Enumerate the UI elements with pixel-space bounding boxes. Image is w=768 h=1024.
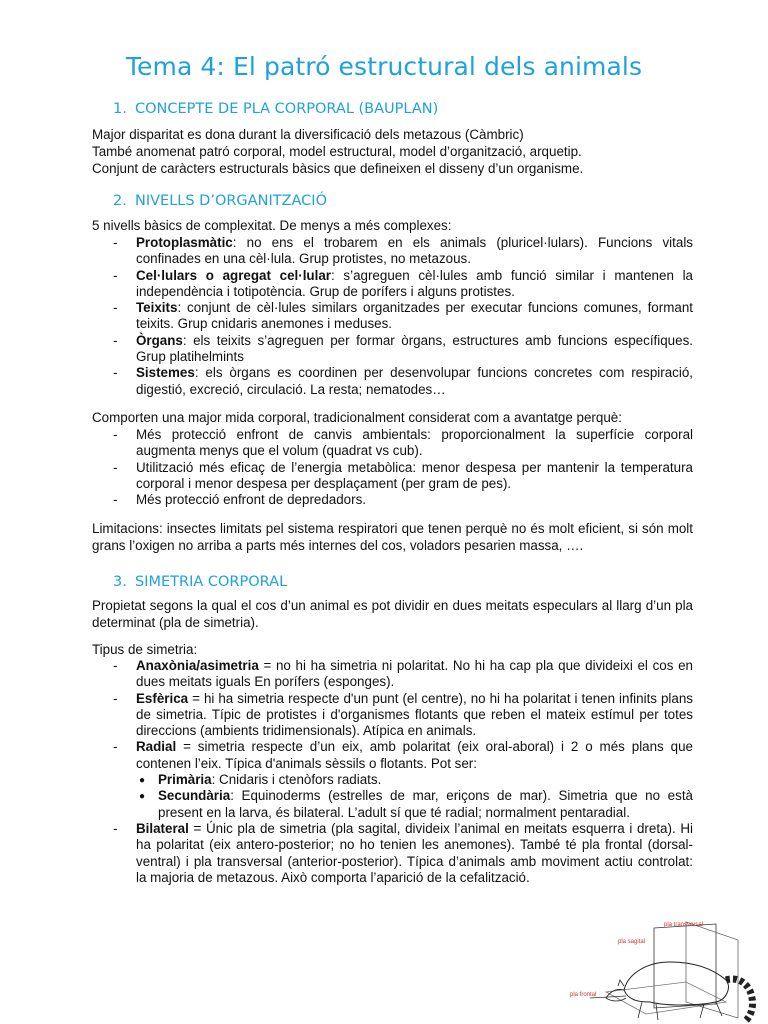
list-item: - Utilització més eficaç de l’energia metabòlica: menor despesa per mantenir la temperatura corporal i menor despesa per desplaçament (per gram de pes). <box>113 460 693 493</box>
level-term: Òrgans <box>136 332 183 348</box>
frontal-plane-shape <box>606 982 726 1014</box>
symmetry-definition: Propietat segons la qual el cos d’un animal es pot dividir en dues meitats especulars al llarg d’un pla determinat (pla de simetria). <box>92 598 693 630</box>
section-1-line-2: També anomenat patró corporal, model estructural, model d’organització, arquetip. <box>92 144 582 159</box>
transversal-plane-shape <box>654 924 716 1008</box>
label-transversal: pla transversal <box>664 922 704 928</box>
radial-subtypes-list <box>136 772 693 821</box>
list-item <box>113 821 693 886</box>
symmetry-term: Anaxònia/asimetria <box>136 658 259 673</box>
list-item <box>113 300 693 333</box>
list-item <box>136 788 693 821</box>
sagittal-plane-shape <box>686 922 738 1018</box>
level-text: : conjunt de cèl·lules similars organitzades per executar funcions comunes, formant teixits. Grup cnidaris anemones i meduses. <box>136 300 693 332</box>
section-2-title: NIVELLS D’ORGANITZACIÓ <box>135 193 327 209</box>
level-text: : no ens el trobarem en els animals (pluricel·lulars). Funcions vitals confinades en una cèl·lula. Grup protistes, no metazous. <box>136 235 693 267</box>
label-frontal: pla frontal <box>570 992 597 998</box>
section-1-number: 1. <box>113 101 127 117</box>
subtype-term: Secundària <box>158 788 231 804</box>
subtype-term: Primària <box>158 772 212 788</box>
symmetry-term: Esfèrica <box>136 690 189 706</box>
list-item: - Més protecció enfront de canvis ambientals: proporcionalment la superfície corporal augmenta menys que el volum (quadrat vs cub). <box>113 427 693 460</box>
symmetry-term: Radial <box>136 739 177 755</box>
list-item <box>113 739 693 820</box>
level-term: Cel·lulars o agregat cel·lular <box>136 267 331 283</box>
level-term: Protoplasmàtic <box>136 235 233 250</box>
limitations-paragraph: Limitacions: insectes limitats pel sistema respiratori que tenen perquè no és molt eficient, si són molt grans l’oxigen no arriba a parts més internes del cos, voladors pesarien massa, …. <box>92 521 693 553</box>
advantages-intro: Comporten una major mida corporal, tradicionalment considerat com a avantatge perquè: <box>92 410 622 425</box>
levels-intro: 5 nivells bàsics de complexitat. De menys a més complexes: <box>92 218 452 233</box>
section-1-line-1: Major disparitat es dona durant la diversificació dels metazous (Càmbric) <box>92 127 524 142</box>
list-item <box>113 658 693 691</box>
list-item <box>113 691 693 740</box>
section-2-heading <box>113 193 327 209</box>
advantages-list <box>113 427 693 508</box>
levels-list <box>113 235 693 398</box>
symmetry-types-intro: Tipus de simetria: <box>92 642 198 657</box>
section-3-number: 3. <box>113 574 127 590</box>
label-sagital: pla sagital <box>618 939 646 945</box>
list-item <box>113 365 693 398</box>
list-item <box>113 333 693 366</box>
section-2-number: 2. <box>113 193 127 209</box>
list-item <box>113 235 693 268</box>
list-item: - Més protecció enfront de depredadors. <box>113 492 693 508</box>
level-text: : els òrgans es coordinen per desenvolupar funcions concretes com respiració, digestió, excreció, circulació. La resta; nematodes… <box>136 365 693 397</box>
symmetry-planes-figure <box>566 918 768 1024</box>
list-item <box>136 772 693 788</box>
section-1-heading <box>113 101 438 117</box>
section-1-title: CONCEPTE DE PLA CORPORAL (BAUPLAN) <box>135 101 439 117</box>
section-3-heading <box>113 574 287 590</box>
level-text: : els teixits s’agreguen per formar òrgans, estructures amb funcions específiques. Grup platihelmints <box>136 332 693 365</box>
symmetry-text: = hi ha simetria respecte d'un punt (el centre), no hi ha polaritat i tenen infinits plans de simetria. Típic de protistes i d'organismes flotants que reben el mateix estímul per totes direccions (ambients tridimensionals). Atípica en animals. <box>136 690 693 739</box>
symmetry-types-list <box>113 658 693 886</box>
symmetry-text: = Únic pla de simetria (pla sagital, divideix l’animal en meitats esquerra i dreta). Hi ha polaritat (eix antero-posterior; no ho tenien les anemones). També té pla frontal (dorsal-ventral) i pla transversal (anterior-posterior). Típica d’animals amb moviment actiu controlat: la majoria de metazous. Això comporta l’aparició de la cefalització. <box>136 820 693 885</box>
symmetry-text: = no hi ha simetria ni polaritat. No hi ha cap pla que divideixi el cos en dues meitats iguals En porífers (esponges). <box>136 658 693 690</box>
section-1-line-3: Conjunt de caràcters estructurals bàsics que defineixen el disseny d’un organisme. <box>92 161 584 176</box>
page-title: Tema 4: El patró estructural dels animals <box>125 52 643 81</box>
section-3-title: SIMETRIA CORPORAL <box>135 574 288 590</box>
animal-head-shape <box>606 989 626 1001</box>
list-item <box>113 268 693 301</box>
symmetry-text: = simetria respecte d’un eix, amb polaritat (eix oral-aboral) i 2 o més plans que contenen l’eix. Típica d'animals sèssils o flotants. Pot ser: <box>136 739 693 771</box>
subtype-text: : Equinoderms (estrelles de mar, eriçons de mar). Simetria que no està present en la larva, és bilateral. L’adult sí que té radial; normalment pentaradial. <box>158 788 693 820</box>
level-term: Sistemes <box>136 365 195 381</box>
subtype-text: : Cnidaris i ctenòfors radiats. <box>211 772 382 788</box>
level-term: Teixits <box>136 300 178 316</box>
symmetry-term: Bilateral <box>136 820 189 836</box>
level-text: : s’agreguen cèl·lules amb funció similar i mantenen la independència i totipotència. Grup de porífers i alguns protistes. <box>136 267 694 299</box>
